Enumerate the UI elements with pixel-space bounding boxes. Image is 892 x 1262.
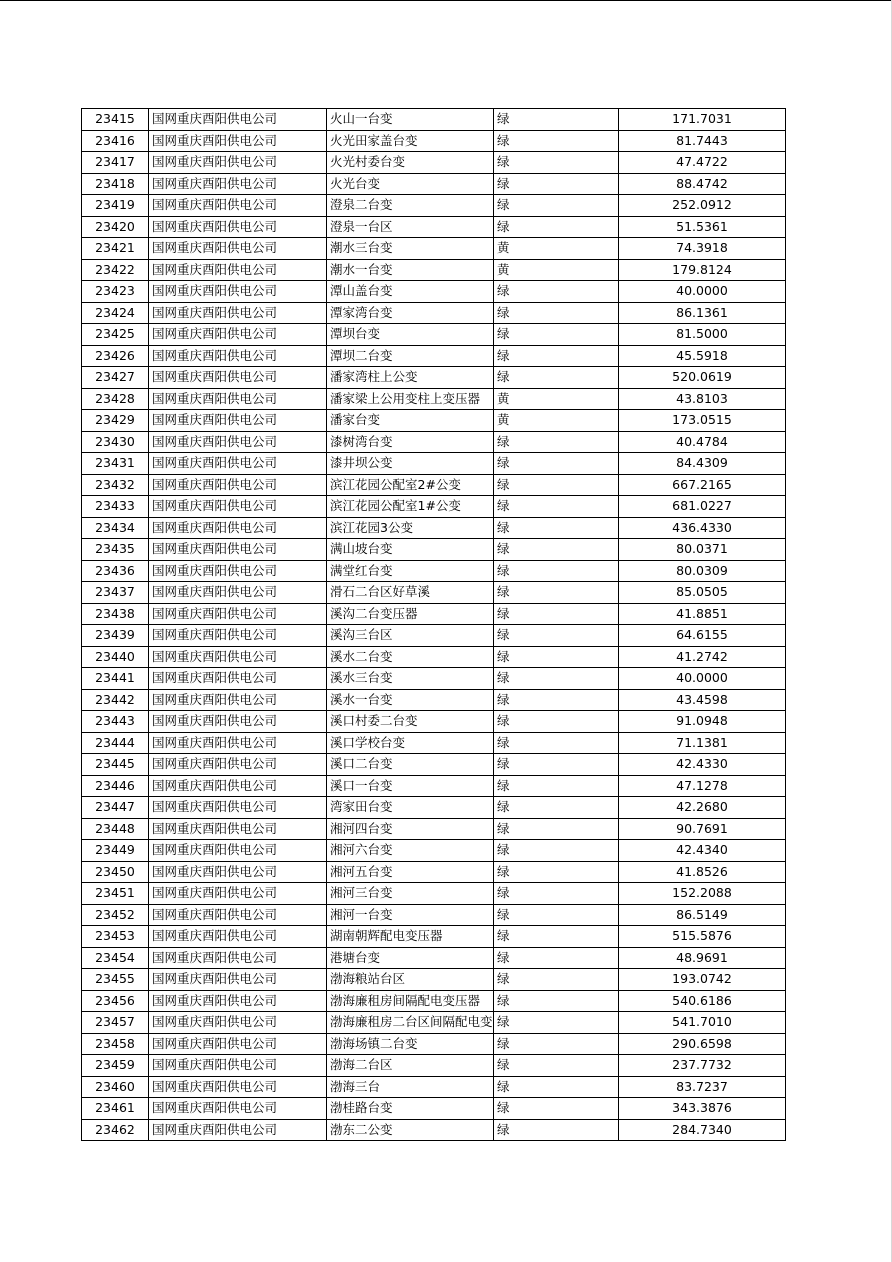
table-row bbox=[82, 130, 786, 152]
row-id-cell: 23421 bbox=[82, 238, 149, 260]
value-cell: 43.4598 bbox=[619, 689, 786, 711]
company-name-cell: 国网重庆酉阳供电公司 bbox=[149, 302, 327, 324]
row-id-cell: 23457 bbox=[82, 1012, 149, 1034]
status-color-cell: 绿 bbox=[494, 646, 619, 668]
company-name-cell: 国网重庆酉阳供电公司 bbox=[149, 109, 327, 131]
table-row bbox=[82, 517, 786, 539]
row-id-cell: 23419 bbox=[82, 195, 149, 217]
table-row bbox=[82, 947, 786, 969]
transformer-name-cell: 溪沟二台变压器 bbox=[327, 603, 494, 625]
table-row bbox=[82, 539, 786, 561]
transformer-name-cell: 渤东二公变 bbox=[327, 1119, 494, 1141]
table-row bbox=[82, 281, 786, 303]
row-id-cell: 23445 bbox=[82, 754, 149, 776]
table-row bbox=[82, 1012, 786, 1034]
value-cell: 171.7031 bbox=[619, 109, 786, 131]
status-color-cell: 黄 bbox=[494, 410, 619, 432]
row-id-cell: 23456 bbox=[82, 990, 149, 1012]
transformer-name-cell: 港塘台变 bbox=[327, 947, 494, 969]
value-cell: 71.1381 bbox=[619, 732, 786, 754]
row-id-cell: 23437 bbox=[82, 582, 149, 604]
row-id-cell: 23434 bbox=[82, 517, 149, 539]
status-color-cell: 绿 bbox=[494, 281, 619, 303]
company-name-cell: 国网重庆酉阳供电公司 bbox=[149, 711, 327, 733]
company-name-cell: 国网重庆酉阳供电公司 bbox=[149, 324, 327, 346]
table-row bbox=[82, 238, 786, 260]
table-row bbox=[82, 990, 786, 1012]
row-id-cell: 23446 bbox=[82, 775, 149, 797]
table-row bbox=[82, 775, 786, 797]
transformer-name-cell: 湘河五台变 bbox=[327, 861, 494, 883]
value-cell: 41.8526 bbox=[619, 861, 786, 883]
status-color-cell: 绿 bbox=[494, 1076, 619, 1098]
status-color-cell: 绿 bbox=[494, 367, 619, 389]
row-id-cell: 23420 bbox=[82, 216, 149, 238]
company-name-cell: 国网重庆酉阳供电公司 bbox=[149, 625, 327, 647]
status-color-cell: 绿 bbox=[494, 797, 619, 819]
status-color-cell: 绿 bbox=[494, 195, 619, 217]
row-id-cell: 23429 bbox=[82, 410, 149, 432]
transformer-name-cell: 潭坝台变 bbox=[327, 324, 494, 346]
value-cell: 86.1361 bbox=[619, 302, 786, 324]
value-cell: 284.7340 bbox=[619, 1119, 786, 1141]
row-id-cell: 23430 bbox=[82, 431, 149, 453]
transformer-name-cell: 潭家湾台变 bbox=[327, 302, 494, 324]
company-name-cell: 国网重庆酉阳供电公司 bbox=[149, 904, 327, 926]
company-name-cell: 国网重庆酉阳供电公司 bbox=[149, 173, 327, 195]
table-row bbox=[82, 689, 786, 711]
status-color-cell: 绿 bbox=[494, 775, 619, 797]
table-row bbox=[82, 1119, 786, 1141]
value-cell: 81.7443 bbox=[619, 130, 786, 152]
table-row bbox=[82, 1098, 786, 1120]
company-name-cell: 国网重庆酉阳供电公司 bbox=[149, 152, 327, 174]
value-cell: 179.8124 bbox=[619, 259, 786, 281]
transformer-name-cell: 湘河四台变 bbox=[327, 818, 494, 840]
row-id-cell: 23459 bbox=[82, 1055, 149, 1077]
row-id-cell: 23447 bbox=[82, 797, 149, 819]
company-name-cell: 国网重庆酉阳供电公司 bbox=[149, 345, 327, 367]
table-row bbox=[82, 474, 786, 496]
value-cell: 45.5918 bbox=[619, 345, 786, 367]
table-row bbox=[82, 431, 786, 453]
row-id-cell: 23416 bbox=[82, 130, 149, 152]
status-color-cell: 绿 bbox=[494, 969, 619, 991]
transformer-name-cell: 渤海三台 bbox=[327, 1076, 494, 1098]
company-name-cell: 国网重庆酉阳供电公司 bbox=[149, 883, 327, 905]
status-color-cell: 绿 bbox=[494, 990, 619, 1012]
transformer-name-cell: 火山一台变 bbox=[327, 109, 494, 131]
value-cell: 40.0000 bbox=[619, 668, 786, 690]
company-name-cell: 国网重庆酉阳供电公司 bbox=[149, 990, 327, 1012]
status-color-cell: 黄 bbox=[494, 259, 619, 281]
transformer-name-cell: 滨江花园3公变 bbox=[327, 517, 494, 539]
company-name-cell: 国网重庆酉阳供电公司 bbox=[149, 238, 327, 260]
transformer-name-cell: 溪口一台变 bbox=[327, 775, 494, 797]
status-color-cell: 绿 bbox=[494, 947, 619, 969]
row-id-cell: 23424 bbox=[82, 302, 149, 324]
status-color-cell: 绿 bbox=[494, 711, 619, 733]
row-id-cell: 23462 bbox=[82, 1119, 149, 1141]
table-row bbox=[82, 732, 786, 754]
status-color-cell: 绿 bbox=[494, 861, 619, 883]
company-name-cell: 国网重庆酉阳供电公司 bbox=[149, 1012, 327, 1034]
table-row bbox=[82, 926, 786, 948]
value-cell: 48.9691 bbox=[619, 947, 786, 969]
company-name-cell: 国网重庆酉阳供电公司 bbox=[149, 969, 327, 991]
row-id-cell: 23461 bbox=[82, 1098, 149, 1120]
status-color-cell: 绿 bbox=[494, 431, 619, 453]
company-name-cell: 国网重庆酉阳供电公司 bbox=[149, 947, 327, 969]
transformer-name-cell: 火光田家盖台变 bbox=[327, 130, 494, 152]
transformer-name-cell: 溪口村委二台变 bbox=[327, 711, 494, 733]
table-row bbox=[82, 152, 786, 174]
status-color-cell: 绿 bbox=[494, 1055, 619, 1077]
table-row bbox=[82, 388, 786, 410]
table-row bbox=[82, 840, 786, 862]
transformer-name-cell: 渤海场镇二台变 bbox=[327, 1033, 494, 1055]
data-table bbox=[81, 108, 786, 1141]
row-id-cell: 23444 bbox=[82, 732, 149, 754]
table-row bbox=[82, 324, 786, 346]
transformer-name-cell: 滨江花园公配室2#公变 bbox=[327, 474, 494, 496]
transformer-name-cell: 潘家湾柱上公变 bbox=[327, 367, 494, 389]
company-name-cell: 国网重庆酉阳供电公司 bbox=[149, 1119, 327, 1141]
value-cell: 436.4330 bbox=[619, 517, 786, 539]
row-id-cell: 23431 bbox=[82, 453, 149, 475]
row-id-cell: 23425 bbox=[82, 324, 149, 346]
row-id-cell: 23458 bbox=[82, 1033, 149, 1055]
transformer-name-cell: 渤海二台区 bbox=[327, 1055, 494, 1077]
value-cell: 290.6598 bbox=[619, 1033, 786, 1055]
company-name-cell: 国网重庆酉阳供电公司 bbox=[149, 689, 327, 711]
status-color-cell: 绿 bbox=[494, 582, 619, 604]
status-color-cell: 绿 bbox=[494, 345, 619, 367]
company-name-cell: 国网重庆酉阳供电公司 bbox=[149, 410, 327, 432]
value-cell: 173.0515 bbox=[619, 410, 786, 432]
value-cell: 85.0505 bbox=[619, 582, 786, 604]
status-color-cell: 绿 bbox=[494, 453, 619, 475]
table-row bbox=[82, 969, 786, 991]
row-id-cell: 23422 bbox=[82, 259, 149, 281]
status-color-cell: 绿 bbox=[494, 1033, 619, 1055]
status-color-cell: 绿 bbox=[494, 173, 619, 195]
transformer-name-cell: 满堂红台变 bbox=[327, 560, 494, 582]
status-color-cell: 绿 bbox=[494, 668, 619, 690]
company-name-cell: 国网重庆酉阳供电公司 bbox=[149, 367, 327, 389]
company-name-cell: 国网重庆酉阳供电公司 bbox=[149, 603, 327, 625]
transformer-name-cell: 澄泉一台区 bbox=[327, 216, 494, 238]
company-name-cell: 国网重庆酉阳供电公司 bbox=[149, 517, 327, 539]
value-cell: 252.0912 bbox=[619, 195, 786, 217]
company-name-cell: 国网重庆酉阳供电公司 bbox=[149, 453, 327, 475]
transformer-name-cell: 溪口学校台变 bbox=[327, 732, 494, 754]
transformer-name-cell: 溪水一台变 bbox=[327, 689, 494, 711]
value-cell: 88.4742 bbox=[619, 173, 786, 195]
row-id-cell: 23428 bbox=[82, 388, 149, 410]
transformer-name-cell: 潘家台变 bbox=[327, 410, 494, 432]
company-name-cell: 国网重庆酉阳供电公司 bbox=[149, 582, 327, 604]
value-cell: 540.6186 bbox=[619, 990, 786, 1012]
row-id-cell: 23453 bbox=[82, 926, 149, 948]
row-id-cell: 23426 bbox=[82, 345, 149, 367]
value-cell: 86.5149 bbox=[619, 904, 786, 926]
table-row bbox=[82, 861, 786, 883]
value-cell: 520.0619 bbox=[619, 367, 786, 389]
value-cell: 74.3918 bbox=[619, 238, 786, 260]
status-color-cell: 绿 bbox=[494, 109, 619, 131]
value-cell: 667.2165 bbox=[619, 474, 786, 496]
transformer-name-cell: 潮水一台变 bbox=[327, 259, 494, 281]
company-name-cell: 国网重庆酉阳供电公司 bbox=[149, 130, 327, 152]
value-cell: 515.5876 bbox=[619, 926, 786, 948]
value-cell: 541.7010 bbox=[619, 1012, 786, 1034]
status-color-cell: 绿 bbox=[494, 539, 619, 561]
table-row bbox=[82, 818, 786, 840]
company-name-cell: 国网重庆酉阳供电公司 bbox=[149, 646, 327, 668]
transformer-name-cell: 潮水三台变 bbox=[327, 238, 494, 260]
table-row bbox=[82, 410, 786, 432]
row-id-cell: 23454 bbox=[82, 947, 149, 969]
transformer-name-cell: 澄泉二台变 bbox=[327, 195, 494, 217]
value-cell: 47.4722 bbox=[619, 152, 786, 174]
status-color-cell: 绿 bbox=[494, 496, 619, 518]
table-row bbox=[82, 1076, 786, 1098]
value-cell: 40.4784 bbox=[619, 431, 786, 453]
row-id-cell: 23460 bbox=[82, 1076, 149, 1098]
page-top-rule bbox=[0, 0, 892, 1]
table-row bbox=[82, 345, 786, 367]
transformer-name-cell: 火光村委台变 bbox=[327, 152, 494, 174]
row-id-cell: 23441 bbox=[82, 668, 149, 690]
value-cell: 152.2088 bbox=[619, 883, 786, 905]
status-color-cell: 绿 bbox=[494, 1012, 619, 1034]
transformer-name-cell: 滨江花园公配室1#公变 bbox=[327, 496, 494, 518]
transformer-name-cell: 湘河三台变 bbox=[327, 883, 494, 905]
row-id-cell: 23439 bbox=[82, 625, 149, 647]
status-color-cell: 绿 bbox=[494, 732, 619, 754]
company-name-cell: 国网重庆酉阳供电公司 bbox=[149, 195, 327, 217]
value-cell: 681.0227 bbox=[619, 496, 786, 518]
company-name-cell: 国网重庆酉阳供电公司 bbox=[149, 216, 327, 238]
value-cell: 43.8103 bbox=[619, 388, 786, 410]
row-id-cell: 23443 bbox=[82, 711, 149, 733]
table-row bbox=[82, 646, 786, 668]
transformer-name-cell: 渤海廉租房二台区间隔配电变 bbox=[327, 1012, 494, 1034]
status-color-cell: 绿 bbox=[494, 324, 619, 346]
row-id-cell: 23452 bbox=[82, 904, 149, 926]
status-color-cell: 绿 bbox=[494, 302, 619, 324]
value-cell: 343.3876 bbox=[619, 1098, 786, 1120]
company-name-cell: 国网重庆酉阳供电公司 bbox=[149, 1076, 327, 1098]
transformer-name-cell: 湾家田台变 bbox=[327, 797, 494, 819]
value-cell: 83.7237 bbox=[619, 1076, 786, 1098]
company-name-cell: 国网重庆酉阳供电公司 bbox=[149, 560, 327, 582]
table-row bbox=[82, 109, 786, 131]
company-name-cell: 国网重庆酉阳供电公司 bbox=[149, 281, 327, 303]
value-cell: 91.0948 bbox=[619, 711, 786, 733]
status-color-cell: 绿 bbox=[494, 216, 619, 238]
row-id-cell: 23438 bbox=[82, 603, 149, 625]
company-name-cell: 国网重庆酉阳供电公司 bbox=[149, 431, 327, 453]
table-row bbox=[82, 173, 786, 195]
row-id-cell: 23418 bbox=[82, 173, 149, 195]
company-name-cell: 国网重庆酉阳供电公司 bbox=[149, 1055, 327, 1077]
transformer-name-cell: 湘河六台变 bbox=[327, 840, 494, 862]
company-name-cell: 国网重庆酉阳供电公司 bbox=[149, 818, 327, 840]
row-id-cell: 23450 bbox=[82, 861, 149, 883]
transformer-name-cell: 溪水三台变 bbox=[327, 668, 494, 690]
table-row bbox=[82, 1033, 786, 1055]
status-color-cell: 绿 bbox=[494, 130, 619, 152]
table-row bbox=[82, 582, 786, 604]
company-name-cell: 国网重庆酉阳供电公司 bbox=[149, 861, 327, 883]
status-color-cell: 绿 bbox=[494, 904, 619, 926]
status-color-cell: 绿 bbox=[494, 517, 619, 539]
value-cell: 237.7732 bbox=[619, 1055, 786, 1077]
transformer-name-cell: 潘家梁上公用变柱上变压器 bbox=[327, 388, 494, 410]
transformer-name-cell: 漆树湾台变 bbox=[327, 431, 494, 453]
company-name-cell: 国网重庆酉阳供电公司 bbox=[149, 775, 327, 797]
value-cell: 81.5000 bbox=[619, 324, 786, 346]
company-name-cell: 国网重庆酉阳供电公司 bbox=[149, 732, 327, 754]
status-color-cell: 绿 bbox=[494, 1098, 619, 1120]
transformer-name-cell: 潭山盖台变 bbox=[327, 281, 494, 303]
value-cell: 42.4330 bbox=[619, 754, 786, 776]
table-row bbox=[82, 668, 786, 690]
transformer-name-cell: 渤海粮站台区 bbox=[327, 969, 494, 991]
transformer-name-cell: 湖南朝辉配电变压器 bbox=[327, 926, 494, 948]
status-color-cell: 绿 bbox=[494, 754, 619, 776]
row-id-cell: 23448 bbox=[82, 818, 149, 840]
company-name-cell: 国网重庆酉阳供电公司 bbox=[149, 797, 327, 819]
table-row bbox=[82, 904, 786, 926]
transformer-name-cell: 溪沟三台区 bbox=[327, 625, 494, 647]
status-color-cell: 绿 bbox=[494, 625, 619, 647]
row-id-cell: 23427 bbox=[82, 367, 149, 389]
value-cell: 90.7691 bbox=[619, 818, 786, 840]
status-color-cell: 黄 bbox=[494, 388, 619, 410]
row-id-cell: 23449 bbox=[82, 840, 149, 862]
status-color-cell: 绿 bbox=[494, 1119, 619, 1141]
row-id-cell: 23433 bbox=[82, 496, 149, 518]
table-row bbox=[82, 453, 786, 475]
company-name-cell: 国网重庆酉阳供电公司 bbox=[149, 1098, 327, 1120]
status-color-cell: 绿 bbox=[494, 818, 619, 840]
table-body bbox=[82, 109, 786, 1141]
transformer-name-cell: 溪口二台变 bbox=[327, 754, 494, 776]
company-name-cell: 国网重庆酉阳供电公司 bbox=[149, 754, 327, 776]
company-name-cell: 国网重庆酉阳供电公司 bbox=[149, 388, 327, 410]
table-row bbox=[82, 259, 786, 281]
transformer-name-cell: 漆井坝公变 bbox=[327, 453, 494, 475]
row-id-cell: 23415 bbox=[82, 109, 149, 131]
value-cell: 80.0309 bbox=[619, 560, 786, 582]
company-name-cell: 国网重庆酉阳供电公司 bbox=[149, 1033, 327, 1055]
company-name-cell: 国网重庆酉阳供电公司 bbox=[149, 259, 327, 281]
row-id-cell: 23455 bbox=[82, 969, 149, 991]
row-id-cell: 23435 bbox=[82, 539, 149, 561]
company-name-cell: 国网重庆酉阳供电公司 bbox=[149, 539, 327, 561]
table-row bbox=[82, 754, 786, 776]
value-cell: 47.1278 bbox=[619, 775, 786, 797]
table-row bbox=[82, 496, 786, 518]
transformer-name-cell: 渤海廉租房间隔配电变压器 bbox=[327, 990, 494, 1012]
row-id-cell: 23451 bbox=[82, 883, 149, 905]
table-row bbox=[82, 797, 786, 819]
table-row bbox=[82, 625, 786, 647]
row-id-cell: 23423 bbox=[82, 281, 149, 303]
transformer-name-cell: 渤桂路台变 bbox=[327, 1098, 494, 1120]
company-name-cell: 国网重庆酉阳供电公司 bbox=[149, 668, 327, 690]
status-color-cell: 绿 bbox=[494, 840, 619, 862]
transformer-name-cell: 满山坡台变 bbox=[327, 539, 494, 561]
row-id-cell: 23442 bbox=[82, 689, 149, 711]
company-name-cell: 国网重庆酉阳供电公司 bbox=[149, 840, 327, 862]
row-id-cell: 23440 bbox=[82, 646, 149, 668]
table-row bbox=[82, 883, 786, 905]
transformer-name-cell: 溪水二台变 bbox=[327, 646, 494, 668]
row-id-cell: 23432 bbox=[82, 474, 149, 496]
table-row bbox=[82, 711, 786, 733]
value-cell: 40.0000 bbox=[619, 281, 786, 303]
status-color-cell: 绿 bbox=[494, 883, 619, 905]
transformer-name-cell: 潭坝二台变 bbox=[327, 345, 494, 367]
value-cell: 80.0371 bbox=[619, 539, 786, 561]
table-row bbox=[82, 603, 786, 625]
status-color-cell: 绿 bbox=[494, 474, 619, 496]
table-row bbox=[82, 195, 786, 217]
value-cell: 42.2680 bbox=[619, 797, 786, 819]
table-row bbox=[82, 1055, 786, 1077]
value-cell: 51.5361 bbox=[619, 216, 786, 238]
table-row bbox=[82, 216, 786, 238]
status-color-cell: 绿 bbox=[494, 560, 619, 582]
value-cell: 193.0742 bbox=[619, 969, 786, 991]
status-color-cell: 黄 bbox=[494, 238, 619, 260]
transformer-name-cell: 湘河一台变 bbox=[327, 904, 494, 926]
row-id-cell: 23417 bbox=[82, 152, 149, 174]
status-color-cell: 绿 bbox=[494, 926, 619, 948]
company-name-cell: 国网重庆酉阳供电公司 bbox=[149, 926, 327, 948]
status-color-cell: 绿 bbox=[494, 689, 619, 711]
table-row bbox=[82, 560, 786, 582]
transformer-name-cell: 火光台变 bbox=[327, 173, 494, 195]
value-cell: 41.8851 bbox=[619, 603, 786, 625]
table-row bbox=[82, 367, 786, 389]
company-name-cell: 国网重庆酉阳供电公司 bbox=[149, 474, 327, 496]
status-color-cell: 绿 bbox=[494, 603, 619, 625]
company-name-cell: 国网重庆酉阳供电公司 bbox=[149, 496, 327, 518]
value-cell: 84.4309 bbox=[619, 453, 786, 475]
value-cell: 41.2742 bbox=[619, 646, 786, 668]
status-color-cell: 绿 bbox=[494, 152, 619, 174]
value-cell: 64.6155 bbox=[619, 625, 786, 647]
value-cell: 42.4340 bbox=[619, 840, 786, 862]
transformer-name-cell: 滑石二台区好草溪 bbox=[327, 582, 494, 604]
table-row bbox=[82, 302, 786, 324]
row-id-cell: 23436 bbox=[82, 560, 149, 582]
